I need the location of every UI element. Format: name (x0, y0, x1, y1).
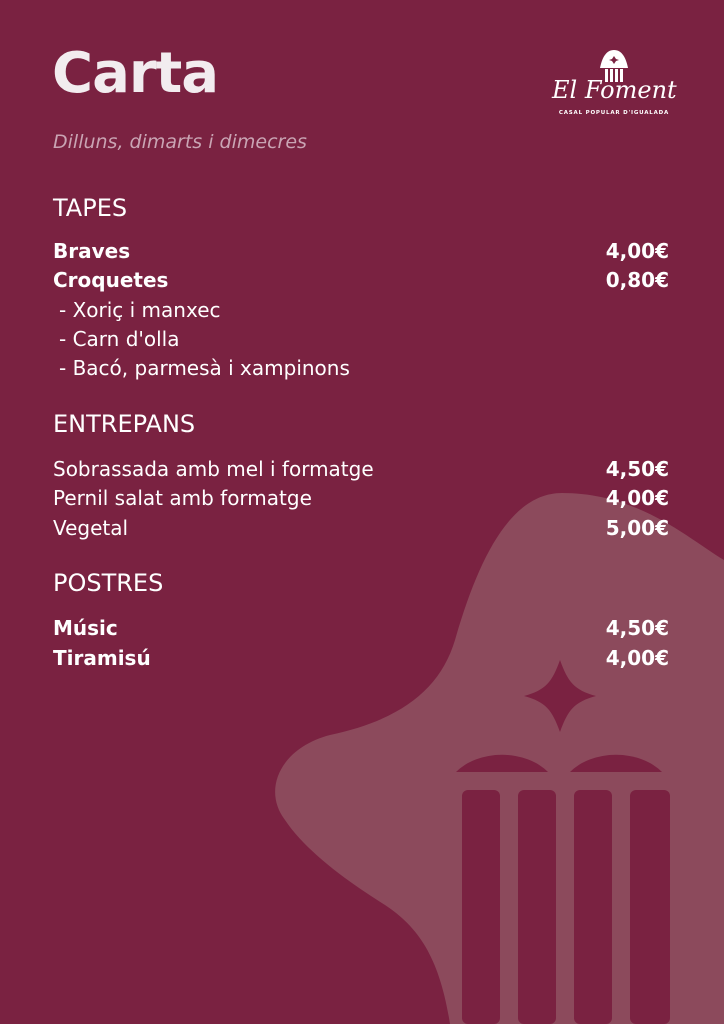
croquetes-flavor: - Carn d'olla (59, 327, 180, 351)
brand-name: El Foment (552, 76, 677, 104)
menu-item-price: 4,00€ (605, 646, 669, 670)
menu-item-name: Sobrassada amb mel i formatge (53, 457, 374, 481)
menu-item (53, 459, 669, 479)
menu-item-name: Vegetal (53, 516, 129, 540)
page-title: Carta (52, 41, 219, 106)
section-title-entrepans: ENTREPANS (53, 410, 196, 438)
brand-tagline: CASAL POPULAR D'IGUALADA (558, 110, 670, 116)
menu-item-price: 5,00€ (605, 516, 669, 540)
menu-item (53, 241, 669, 261)
menu-item-price: 4,00€ (605, 239, 669, 263)
menu-item-name: Croquetes (53, 268, 169, 292)
menu-item (53, 648, 669, 668)
page-subtitle: Dilluns, dimarts i dimecres (53, 131, 307, 153)
menu-item-price: 0,80€ (605, 268, 669, 292)
brand-logo (552, 48, 676, 124)
menu-item-price: 4,50€ (605, 457, 669, 481)
menu-item (53, 518, 669, 538)
croquetes-flavor: - Bacó, parmesà i xampinons (59, 356, 350, 380)
menu-item-name: Tiramisú (53, 646, 151, 670)
menu-item (53, 618, 669, 638)
croquetes-flavor: - Xoriç i manxec (59, 298, 221, 322)
section-title-tapes: TAPES (53, 194, 128, 222)
menu-item-price: 4,00€ (605, 486, 669, 510)
menu-item (53, 270, 669, 290)
menu-item-price: 4,50€ (605, 616, 669, 640)
menu-item-name: Braves (53, 239, 131, 263)
menu-item-name: Pernil salat amb formatge (53, 486, 312, 510)
menu-item-name: Músic (53, 616, 118, 640)
section-title-postres: POSTRES (53, 569, 164, 597)
menu-item (53, 488, 669, 508)
